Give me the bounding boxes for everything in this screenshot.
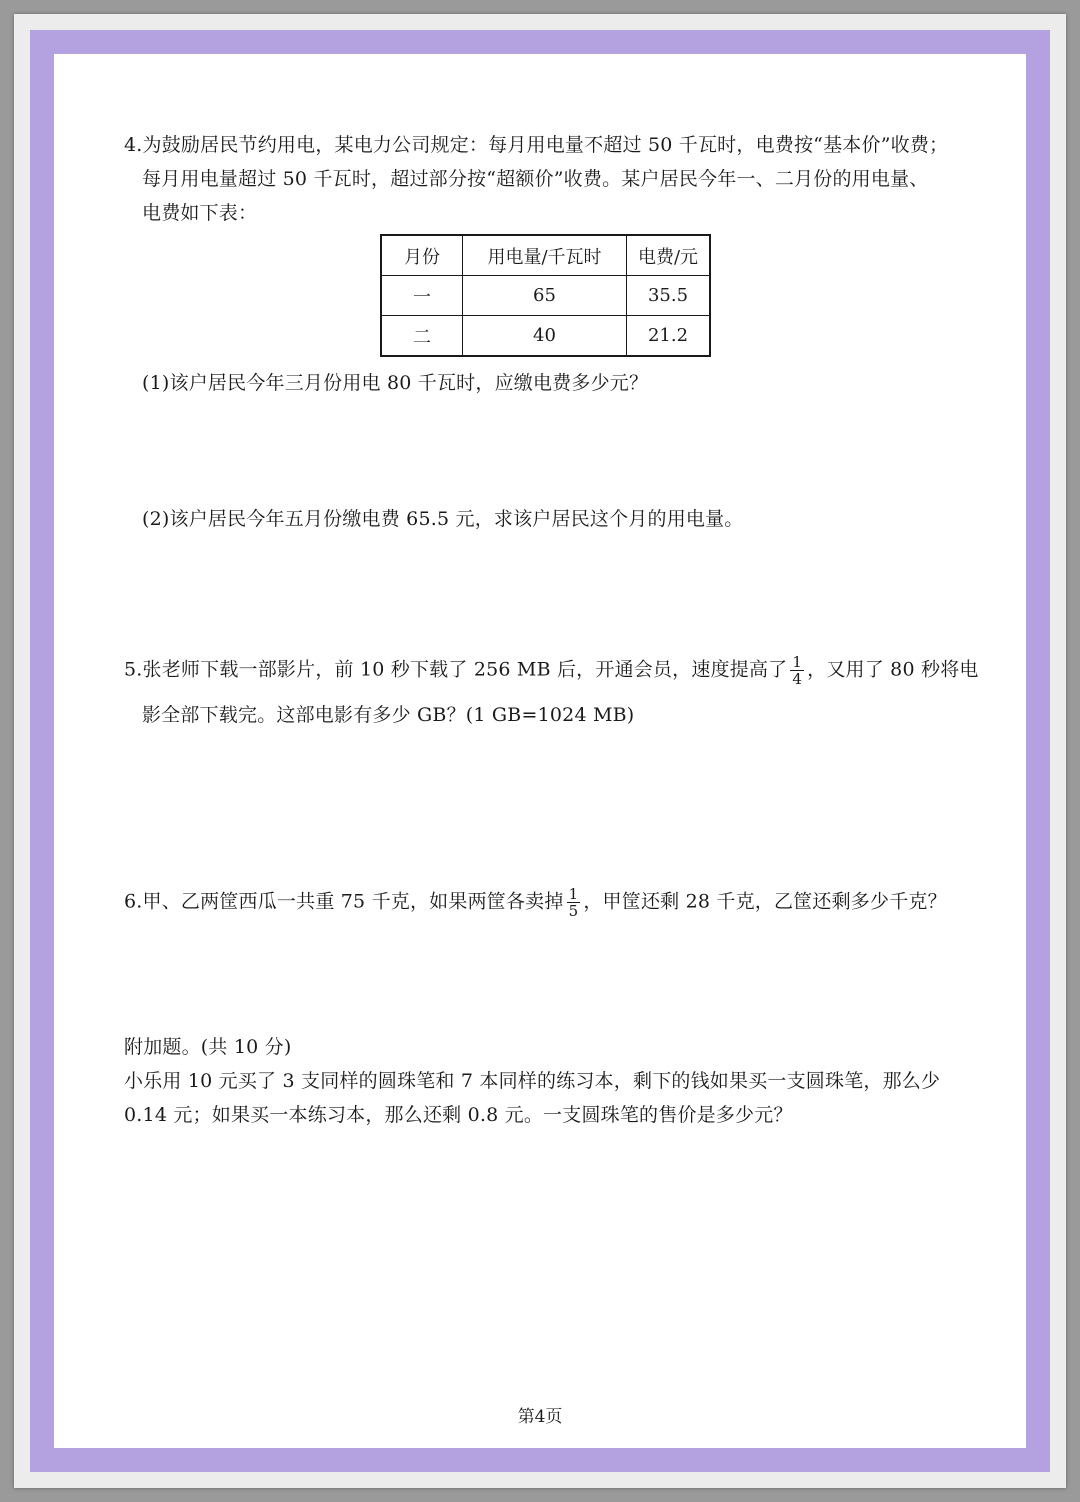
q6-text-b: ，甲筐还剩 28 千克，乙筐还剩多少千克？ xyxy=(583,890,947,913)
q4-line-2: 每月用电量超过 50 千瓦时，超过部分按“超额价”收费。某户居民今年一、二月份的用电量、 xyxy=(142,168,929,190)
q6-fraction xyxy=(567,886,581,919)
q6-line-1 xyxy=(124,886,947,919)
header-usage: 用电量/千瓦时 xyxy=(463,235,627,276)
table-header-row xyxy=(381,235,710,276)
table-cell-month: 二 xyxy=(381,316,463,357)
header-month: 月份 xyxy=(381,235,463,276)
electricity-table xyxy=(380,234,711,357)
q4-sub-question-2: (2)该户居民今年五月份缴电费 65.5 元，求该户居民这个月的用电量。 xyxy=(142,508,744,530)
table-row xyxy=(381,316,710,357)
table-cell-usage: 40 xyxy=(463,316,627,357)
worksheet-page xyxy=(54,54,1026,1448)
bonus-line-2: 0.14 元；如果买一本练习本，那么还剩 0.8 元。一支圆珠笔的售价是多少元？ xyxy=(124,1104,793,1126)
q4-sub-question-1: (1)该户居民今年三月份用电 80 千瓦时，应缴电费多少元？ xyxy=(142,372,649,394)
q4-line-3: 电费如下表： xyxy=(142,202,258,224)
table-cell-month: 一 xyxy=(381,276,463,316)
table-cell-fee: 35.5 xyxy=(627,276,711,316)
bonus-title: 附加题。(共 10 分) xyxy=(124,1036,292,1058)
q5-fraction-numerator: 1 xyxy=(792,653,803,671)
q5-line-2: 影全部下载完。这部电影有多少 GB？(1 GB=1024 MB) xyxy=(142,704,635,726)
q4-line-1: 4.为鼓励居民节约用电，某电力公司规定：每月用电量不超过 50 千瓦时，电费按“基本价”收费； xyxy=(124,134,949,156)
page-number: 第4页 xyxy=(517,1407,563,1427)
q6-text-a: 6.甲、乙两筐西瓜一共重 75 千克，如果两筐各卖掉 xyxy=(124,890,564,913)
q5-line-1 xyxy=(124,654,979,687)
table-cell-usage: 65 xyxy=(463,276,627,316)
q5-fraction xyxy=(790,654,804,687)
q5-text-a: 5.张老师下载一部影片，前 10 秒下载了 256 MB 后，开通会员，速度提高了 xyxy=(124,658,788,681)
q6-fraction-denominator: 5 xyxy=(568,902,579,920)
header-fee: 电费/元 xyxy=(627,235,711,276)
bonus-line-1: 小乐用 10 元买了 3 支同样的圆珠笔和 7 本同样的练习本，剩下的钱如果买一支圆珠笔，那么少 xyxy=(124,1070,941,1092)
q5-fraction-denominator: 4 xyxy=(792,670,803,688)
table-row xyxy=(381,276,710,316)
table-cell-fee: 21.2 xyxy=(627,316,711,357)
q5-text-b: ，又用了 80 秒将电 xyxy=(807,658,979,681)
q6-fraction-numerator: 1 xyxy=(568,885,579,903)
